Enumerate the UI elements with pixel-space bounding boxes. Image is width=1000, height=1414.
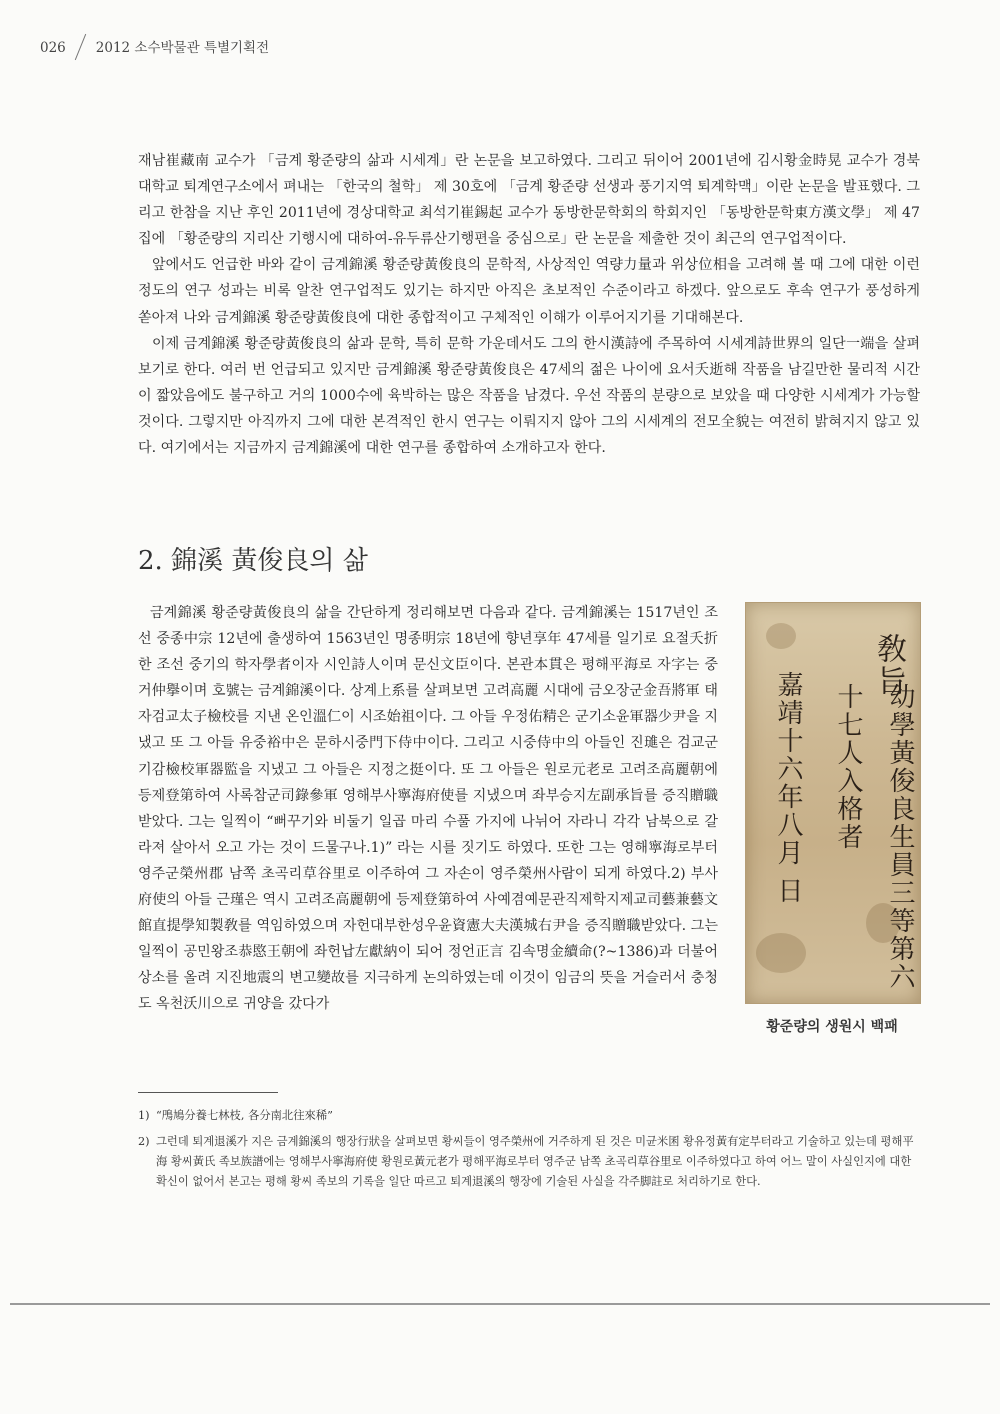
footnote-divider <box>138 1092 278 1093</box>
page-bottom-line <box>10 1303 990 1305</box>
paragraph: 재남崔藏南 교수가 「금계 황준량의 삶과 시세계」란 논문을 보고하였다. 그리고 뒤이어 2001년에 김시황金時晃 교수가 경북대학교 퇴계연구소에서 펴내는 「한국의 철학」 제 30호에 「금계 황준량 선생과 풍기지역 퇴계학맥」이란 논문을 발표했다. 그리고 한참을 지난 후인 2011년에 경상대학교 최석기崔錫起 교수가 동방한문학회의 학회지인 「동방한문학東方漢文學」 제 47집에 「황준량의 지리산 기행시에 대하여-유두류산기행편을 중심으로」란 논문을 제출한 것이 최근의 연구업적이다. <box>138 153 920 248</box>
page-header <box>40 36 269 61</box>
paragraph: 금계錦溪 황준량黃俊良의 삶을 간단하게 정리해보면 다음과 같다. 금계錦溪는 1517년인 조선 중종中宗 12년에 출생하여 1563년인 명종明宗 18년에 향년享年 47세를 일기로 요절夭折한 조선 중기의 학자學者이자 시인詩人이며 문신文臣이다. 본관本貫은 평해平海로 자字는 중거仲擧이며 호號는 금계錦溪이다. 상계上系를 살펴보면 고려高麗 시대에 금오장군金吾將軍 태자검교太子檢校를 지낸 온인溫仁이 시조始祖이다. 그 아들 우정佑精은 군기소윤軍器少尹을 지냈고 또 그 아들 유중裕中은 문하시중門下侍中이다. 그리고 시중侍中의 아들인 진璡은 검교군기감檢校軍器監을 지냈고 그 아들은 지정之挺이다. 또 그 아들은 원로元老로 고려조高麗朝에 등제登第하여 사록참군司錄參軍 영해부사寧海府使를 지냈으며 좌부승지左副承旨를 증직贈職받았다. 그는 일찍이 “뻐꾸기와 비둘기 일곱 마리 수풀 가지에 나뉘어 자라니 각각 남북으로 갈라져 살아서 오고 가는 것이 드물구나.1)” 라는 시를 짓기도 하였다. 또한 그는 영해寧海로부터 영주군榮州郡 남쪽 초곡리草谷里로 이주하여 그 자손이 영주榮州사람이 되게 하였다.2) 부사府使의 아들 근瑾은 역시 고려조高麗朝에 등제登第하여 사예겸예문관직제학지제교司藝兼藝文館直提學知製敎를 역임하였으며 자헌대부한성우윤資憲大夫漢城右尹을 증직贈職받았다. 그는 일찍이 공민왕조恭愍王朝에 좌헌납左獻納이 되어 정언正言 김속명金續命(?~1386)과 더불어 상소를 올려 지진地震의 변고變故를 지극하게 논의하였는데 이것이 임금의 뜻을 거슬러서 충청도 옥천沃川으로 귀양을 갔다가 <box>138 605 718 1013</box>
paper-stain <box>766 623 796 649</box>
publication-title: 2012 소수박물관 특별기획전 <box>95 40 270 56</box>
certificate-text-column: 幼學黃俊良生員三等第六 <box>885 683 915 991</box>
footnote-number: 1) <box>138 1109 150 1122</box>
paper-stain <box>756 933 806 973</box>
page-number: 026 <box>40 40 66 56</box>
footnote-number: 2) <box>138 1135 150 1148</box>
footnotes <box>138 1106 920 1198</box>
intro-text <box>138 148 920 461</box>
section-title: 2. 錦溪 黃俊良의 삶 <box>138 546 368 576</box>
footnote-text: 그런데 퇴계退溪가 지은 금계錦溪의 행장行狀을 살펴보면 황씨들이 영주榮州에 거주하게 된 것은 미균米囷 황유정黃有定부터라고 기술하고 있는데 평해平海 황씨黃氏 족보族譜에는 영해부사寧海府使 황원로黃元老가 평해平海로부터 영주군 남쪽 초곡리草谷里로 이주하였다고 하여 어느 말이 사실인지에 대한 확신이 없어서 본고는 평해 황씨 족보의 기록을 일단 따르고 퇴계退溪의 행장에 기술된 사실을 각주脚註로 처리하기로 한다. <box>156 1135 914 1188</box>
section-body <box>138 600 718 1018</box>
footnote-text: “鳲鳩分養七林枝, 各分南北往來稀” <box>156 1109 333 1122</box>
footnote <box>138 1132 920 1192</box>
certificate-text-column: 十七人入格者 <box>833 683 863 851</box>
paragraph: 이제 금계錦溪 황준량黃俊良의 삶과 문학, 특히 문학 가운데서도 그의 한시漢詩에 주목하여 시세계詩世界의 일단一端을 살펴보기로 한다. 여러 번 언급되고 있지만 금계錦溪 황준량黃俊良은 47세의 젊은 나이에 요서夭逝해 작품을 남길만한 물리적 시간이 짧았음에도 불구하고 거의 1000수에 육박하는 많은 작품을 남겼다. 우선 작품의 분량으로 보았을 때 다양한 시세계가 가능할 것이다. 그렇지만 아직까지 그에 대한 본격적인 한시 연구는 이뤄지지 않아 그의 시세계의 전모全貌는 여전히 밝혀지지 않고 있다. 여기에서는 지금까지 금계錦溪에 대한 연구를 종합하여 소개하고자 한다. <box>138 335 920 457</box>
certificate-text-column: 嘉靖十六年八月 日 <box>773 671 803 906</box>
certificate-image <box>745 602 921 1004</box>
footnote <box>138 1106 920 1126</box>
paragraph: 앞에서도 언급한 바와 같이 금계錦溪 황준량黃俊良의 문학적, 사상적인 역량力量과 위상位相을 고려해 볼 때 그에 대한 이런 정도의 연구 성과는 비록 알찬 연구업적도 있기는 하지만 아직은 초보적인 수준이라고 하겠다. 앞으로도 후속 연구가 풍성하게 쏟아져 나와 금계錦溪 황준량黃俊良에 대한 종합적이고 구체적인 이해가 이루어지기를 기대해본다. <box>138 257 920 326</box>
header-slash <box>68 37 94 61</box>
certificate-text-column: 敎旨 <box>871 633 906 697</box>
figure-caption: 황준량의 생원시 백패 <box>766 1019 898 1035</box>
